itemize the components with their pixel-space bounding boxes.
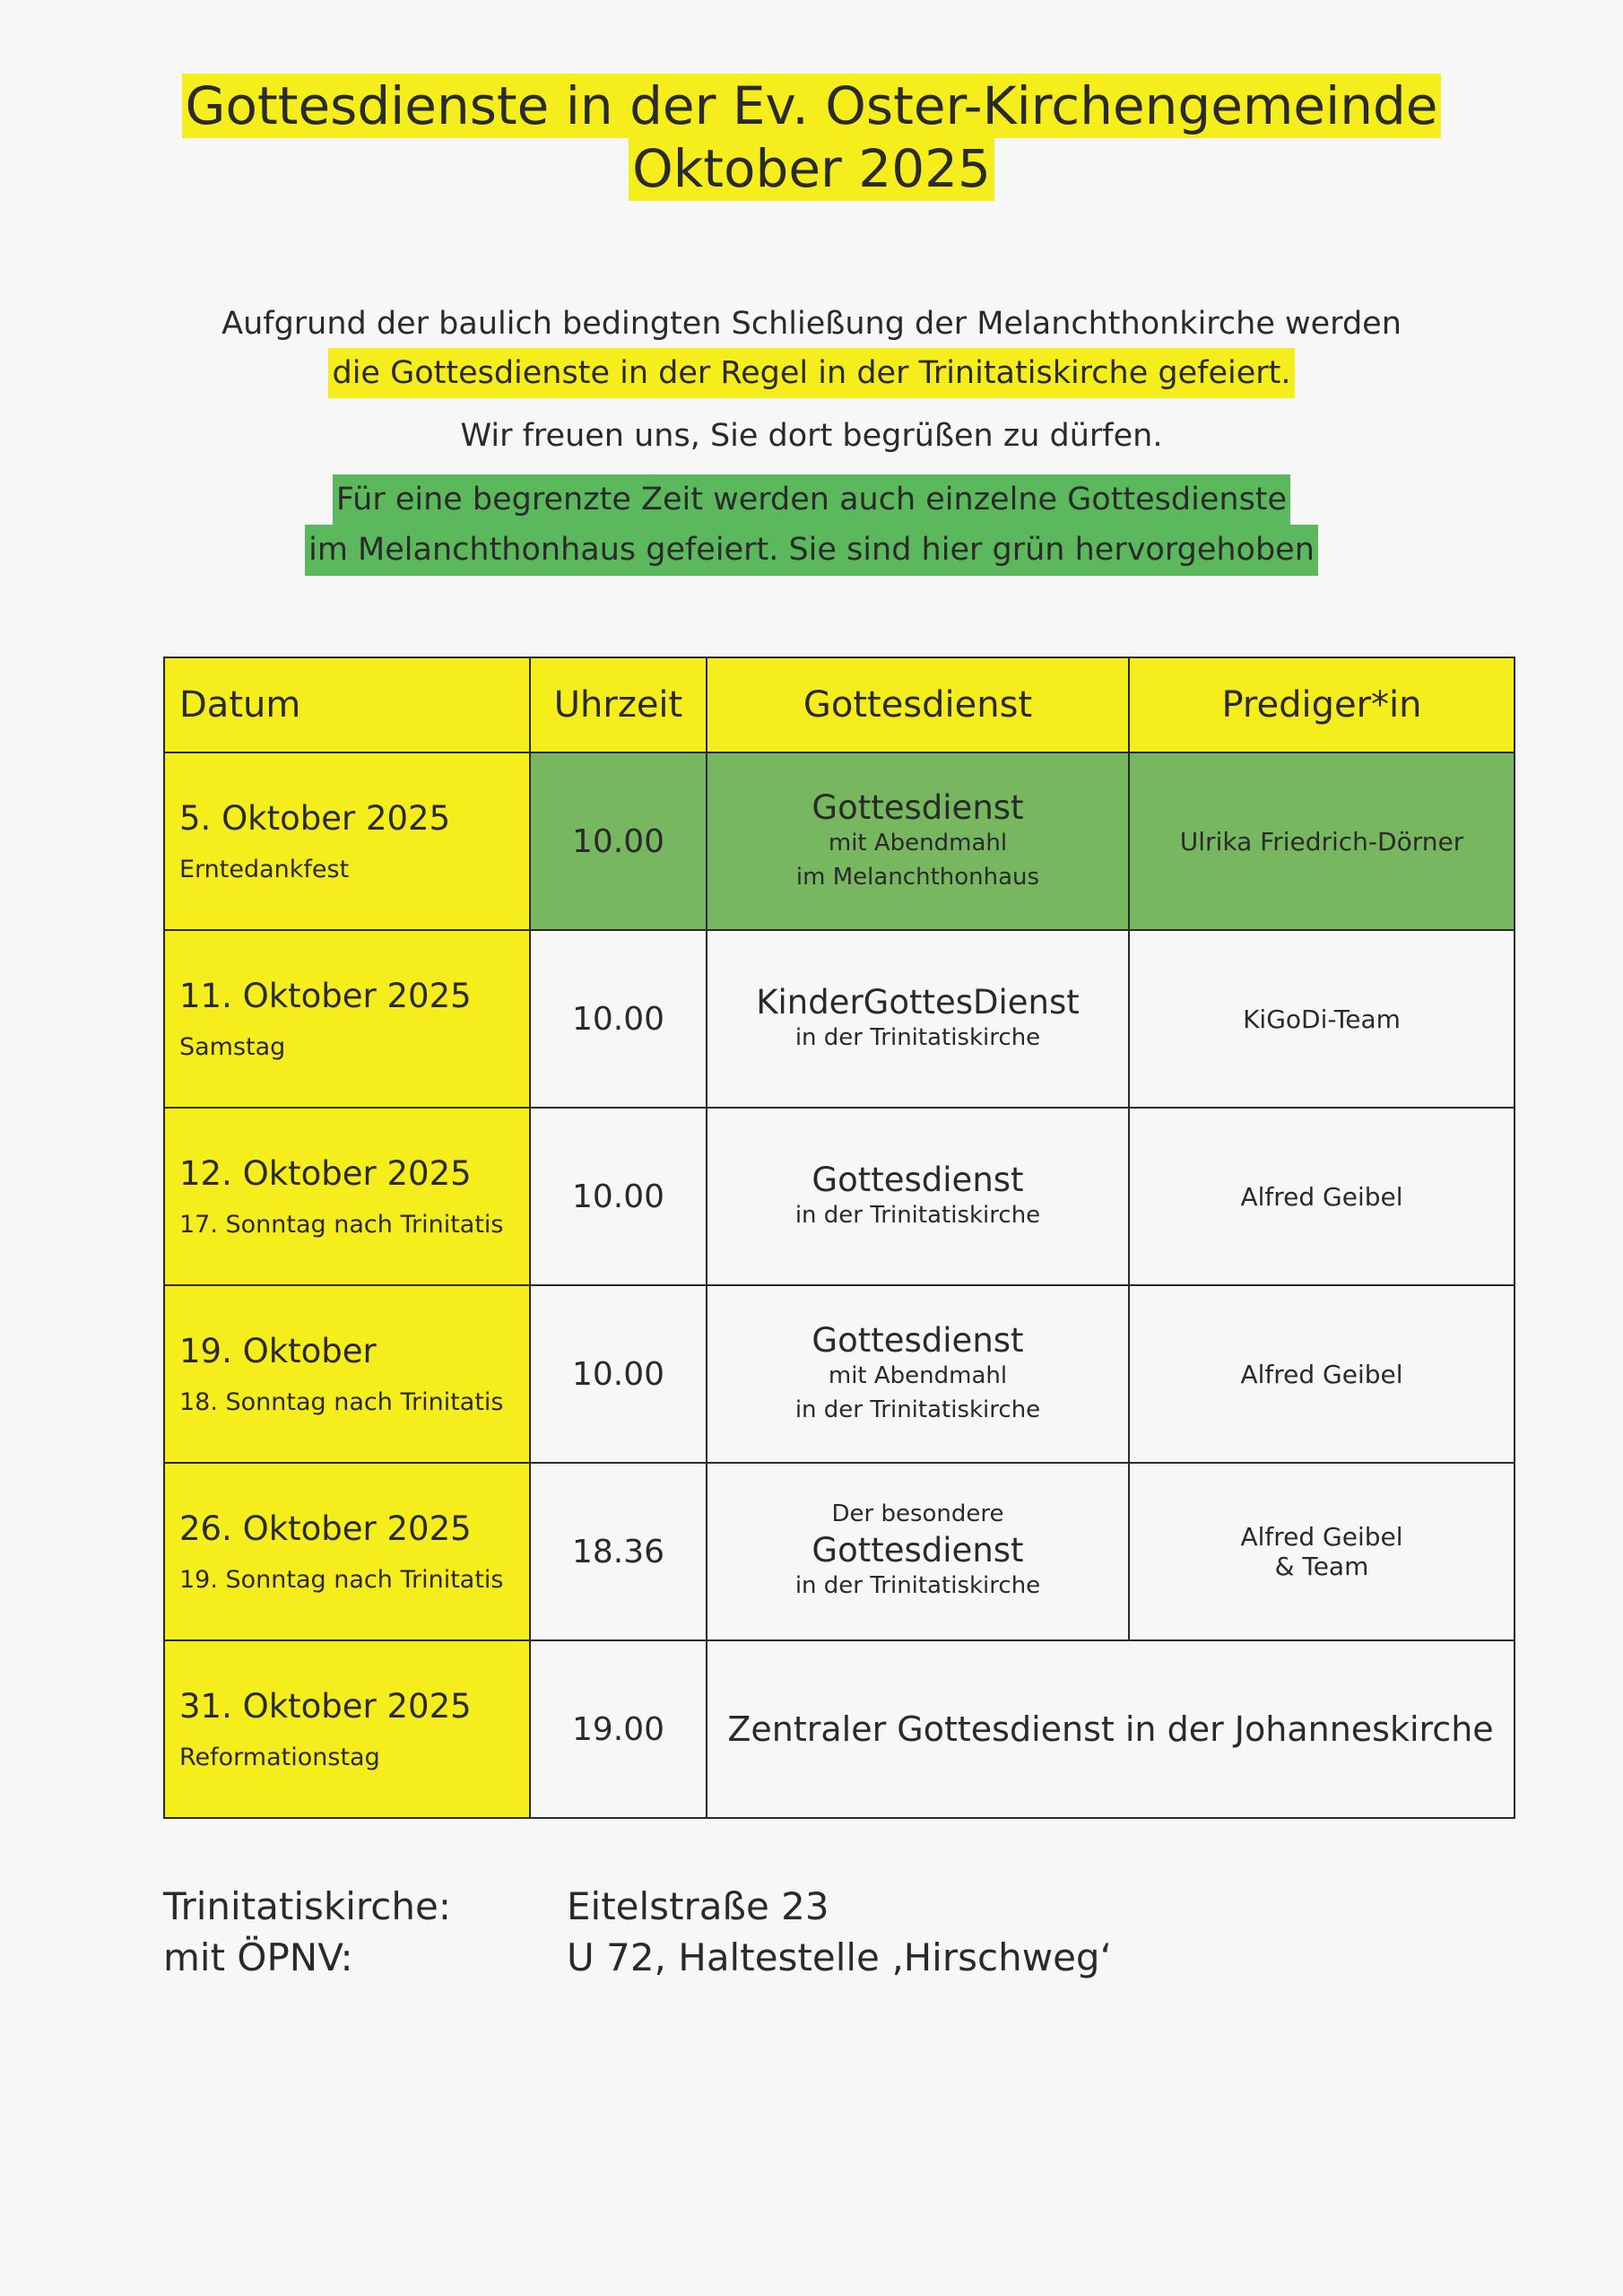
service-title: KinderGottesDienst <box>756 982 1080 1022</box>
date: 5. Oktober 2025 <box>179 799 451 838</box>
table-row <box>164 1640 1515 1818</box>
service-cell <box>707 930 1129 1108</box>
header-datum: Datum <box>164 657 530 752</box>
intro-paragraph-1 <box>0 300 1623 398</box>
header-prediger: Prediger*in <box>1129 657 1515 752</box>
date: 19. Oktober <box>179 1332 377 1370</box>
table-header-row <box>164 657 1515 752</box>
transit-info: U 72, Haltestelle ‚Hirschweg‘ <box>567 1935 1112 1979</box>
header-gottesdienst: Gottesdienst <box>707 657 1129 752</box>
service-cell <box>707 1463 1129 1640</box>
preacher: KiGoDi-Team <box>1243 1004 1401 1034</box>
date-cell <box>164 930 530 1108</box>
service-cell <box>707 1285 1129 1463</box>
service-cell <box>707 1108 1129 1285</box>
transit-label: mit ÖPNV: <box>163 1935 353 1979</box>
table-row <box>164 930 1515 1108</box>
title-line-1: Gottesdienste in der Ev. Oster-Kirchengemeinde <box>182 74 1442 138</box>
table-row <box>164 752 1515 930</box>
service-location: in der Trinitatiskirche <box>794 1201 1041 1229</box>
date: 12. Oktober 2025 <box>179 1154 472 1193</box>
header-uhrzeit: Uhrzeit <box>530 657 707 752</box>
intro-text <box>0 300 1623 590</box>
service-location: in der Trinitatiskirche <box>794 1571 1041 1599</box>
day-name: Reformationstag <box>179 1744 380 1771</box>
intro-p3-line-1: Für eine begrenzte Zeit werden auch einzelne Gottesdienste <box>333 474 1290 526</box>
date-cell <box>164 1285 530 1463</box>
day-name: Samstag <box>179 1033 286 1061</box>
time: 10.00 <box>530 930 707 1108</box>
preacher-cell <box>1129 752 1515 930</box>
service-location: in der Trinitatiskirche <box>794 1023 1041 1051</box>
intro-p1-line-1: Aufgrund der baulich bedingten Schließung der Melanchthonkirche werden <box>221 306 1402 342</box>
preacher-cell <box>1129 930 1515 1108</box>
date: 26. Oktober 2025 <box>179 1509 472 1548</box>
date-cell <box>164 1640 530 1818</box>
intro-p1-line-2: die Gottesdienste in der Regel in der Trinitatiskirche gefeiert. <box>328 348 1294 399</box>
church-label: Trinitatiskirche: <box>163 1884 451 1928</box>
time: 19.00 <box>530 1640 707 1818</box>
service-location: in der Trinitatiskirche <box>794 1396 1041 1423</box>
intro-paragraph-3 <box>0 474 1623 576</box>
preacher: Ulrika Friedrich-Dörner <box>1179 826 1464 857</box>
time: 10.00 <box>530 1108 707 1285</box>
intro-paragraph-2: Wir freuen uns, Sie dort begrüßen zu dürfen. <box>460 418 1163 454</box>
service-detail: mit Abendmahl <box>828 1361 1008 1389</box>
day-name: 18. Sonntag nach Trinitatis <box>179 1388 504 1416</box>
service-location: im Melanchthonhaus <box>795 863 1040 891</box>
preacher-cell <box>1129 1285 1515 1463</box>
service-schedule-table <box>163 657 1515 1819</box>
preacher: Alfred Geibel <box>1240 1359 1403 1389</box>
service-title: Gottesdienst <box>812 1160 1024 1199</box>
preacher-cell <box>1129 1463 1515 1640</box>
service-title: Gottesdienst <box>812 1320 1024 1360</box>
date: 31. Oktober 2025 <box>179 1687 472 1726</box>
central-service: Zentraler Gottesdienst in der Johanneskirche <box>707 1640 1515 1818</box>
page-title <box>0 75 1623 200</box>
service-prefix: Der besondere <box>831 1500 1004 1527</box>
time: 10.00 <box>530 752 707 930</box>
date-cell <box>164 1463 530 1640</box>
intro-p3-line-2: im Melanchthonhaus gefeiert. Sie sind hier grün hervorgehoben <box>305 525 1318 576</box>
church-address-row <box>163 1882 1112 1933</box>
table-row <box>164 1108 1515 1285</box>
service-title: Gottesdienst <box>812 787 1024 827</box>
transit-row <box>163 1933 1112 1984</box>
date: 11. Oktober 2025 <box>179 977 472 1015</box>
preacher-cell <box>1129 1108 1515 1285</box>
service-detail: mit Abendmahl <box>828 829 1008 857</box>
day-name: Erntedankfest <box>179 856 350 883</box>
service-cell <box>707 752 1129 930</box>
service-title: Gottesdienst <box>812 1530 1024 1570</box>
address-footer <box>163 1882 1112 1983</box>
table-row <box>164 1285 1515 1463</box>
preacher: Alfred Geibel <box>1240 1522 1403 1552</box>
day-name: 19. Sonntag nach Trinitatis <box>179 1566 504 1594</box>
date-cell <box>164 752 530 930</box>
preacher: Alfred Geibel <box>1240 1181 1403 1212</box>
date-cell <box>164 1108 530 1285</box>
church-address: Eitelstraße 23 <box>567 1884 829 1928</box>
title-line-2: Oktober 2025 <box>629 136 994 201</box>
time: 10.00 <box>530 1285 707 1463</box>
table-row <box>164 1463 1515 1640</box>
day-name: 17. Sonntag nach Trinitatis <box>179 1211 504 1239</box>
time: 18.36 <box>530 1463 707 1640</box>
preacher-team: & Team <box>1274 1552 1369 1581</box>
